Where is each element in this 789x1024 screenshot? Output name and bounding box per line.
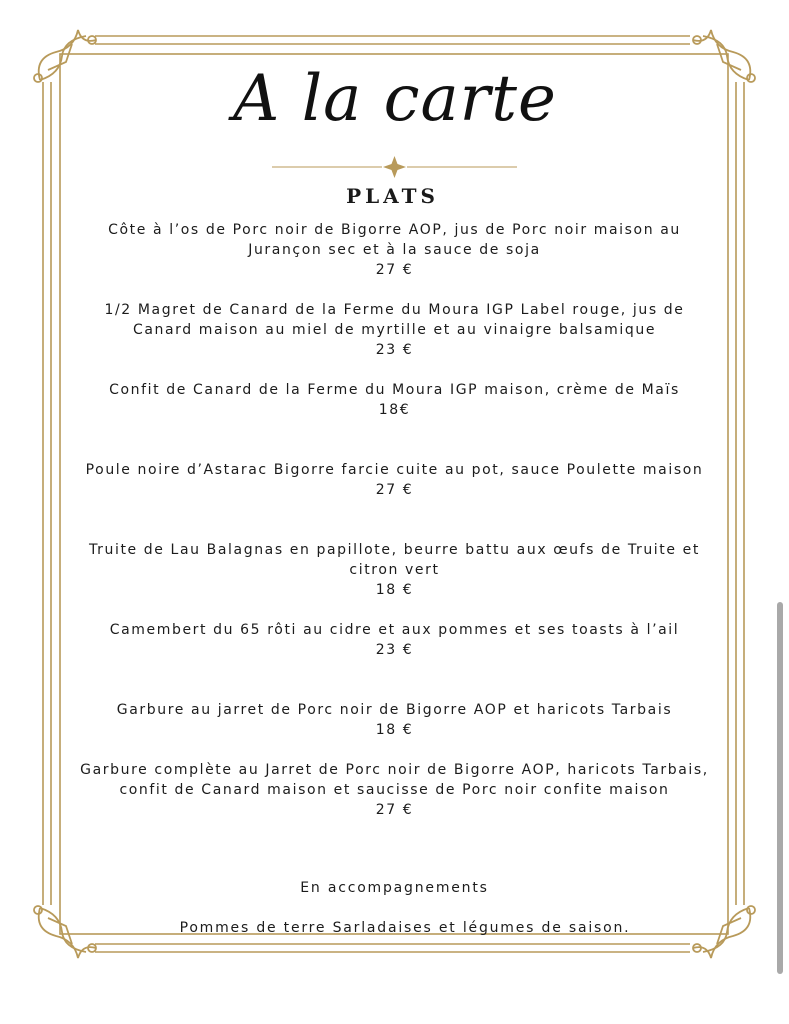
section-heading: PLATS: [346, 184, 439, 208]
dish-item: [72, 760, 717, 820]
scrollbar-thumb[interactable]: [777, 602, 783, 974]
dish-price: 27 €: [375, 802, 414, 818]
accompaniment-text: Pommes de terre Sarladaises et légumes de saison.: [179, 920, 631, 936]
accompaniment-heading: En accompagnements: [300, 880, 489, 896]
dish-name: Poule noire d’Astarac Bigorre farcie cuite au pot, sauce Poulette maison: [85, 462, 704, 478]
dish-price: 23 €: [375, 342, 414, 358]
dish-item: [72, 380, 717, 420]
dish-item: [72, 540, 717, 600]
corner-ornament-top-right: [693, 30, 755, 82]
star-icon: [383, 156, 406, 178]
page-title: A la carte: [233, 62, 557, 136]
dish-price: 18 €: [375, 582, 414, 598]
dish-item: [72, 620, 717, 660]
corner-ornament-top-left: [34, 30, 96, 82]
star-divider: [272, 155, 517, 179]
dish-price: 27 €: [375, 262, 414, 278]
dish-name: Camembert du 65 rôti au cidre et aux pommes et ses toasts à l’ail: [109, 622, 680, 638]
dish-price: 27 €: [375, 482, 414, 498]
dish-name: Confit de Canard de la Ferme du Moura IGP maison, crème de Maïs: [109, 382, 680, 398]
dish-item: [72, 700, 717, 740]
dish-name: Côte à l’os de Porc noir de Bigorre AOP, jus de Porc noir maison au Jurançon sec et à la sauce de soja: [108, 222, 681, 258]
dish-item: [72, 220, 717, 280]
dish-price: 18€: [378, 402, 411, 418]
dish-name: 1/2 Magret de Canard de la Ferme du Moura IGP Label rouge, jus de Canard maison au miel de myrtille et au vinaigre balsamique: [104, 302, 685, 338]
dish-name: Garbure au jarret de Porc noir de Bigorre AOP et haricots Tarbais: [116, 702, 673, 718]
dish-price: 23 €: [375, 642, 414, 658]
dish-name: Garbure complète au Jarret de Porc noir de Bigorre AOP, haricots Tarbais, confit de Canard maison et saucisse de Porc noir confite maison: [80, 762, 709, 798]
dish-item: [72, 300, 717, 360]
corner-ornament-bottom-left: [34, 906, 96, 958]
dish-item: [72, 460, 717, 500]
dish-price: 18 €: [375, 722, 414, 738]
dish-name: Truite de Lau Balagnas en papillote, beurre battu aux œufs de Truite et citron vert: [89, 542, 700, 578]
